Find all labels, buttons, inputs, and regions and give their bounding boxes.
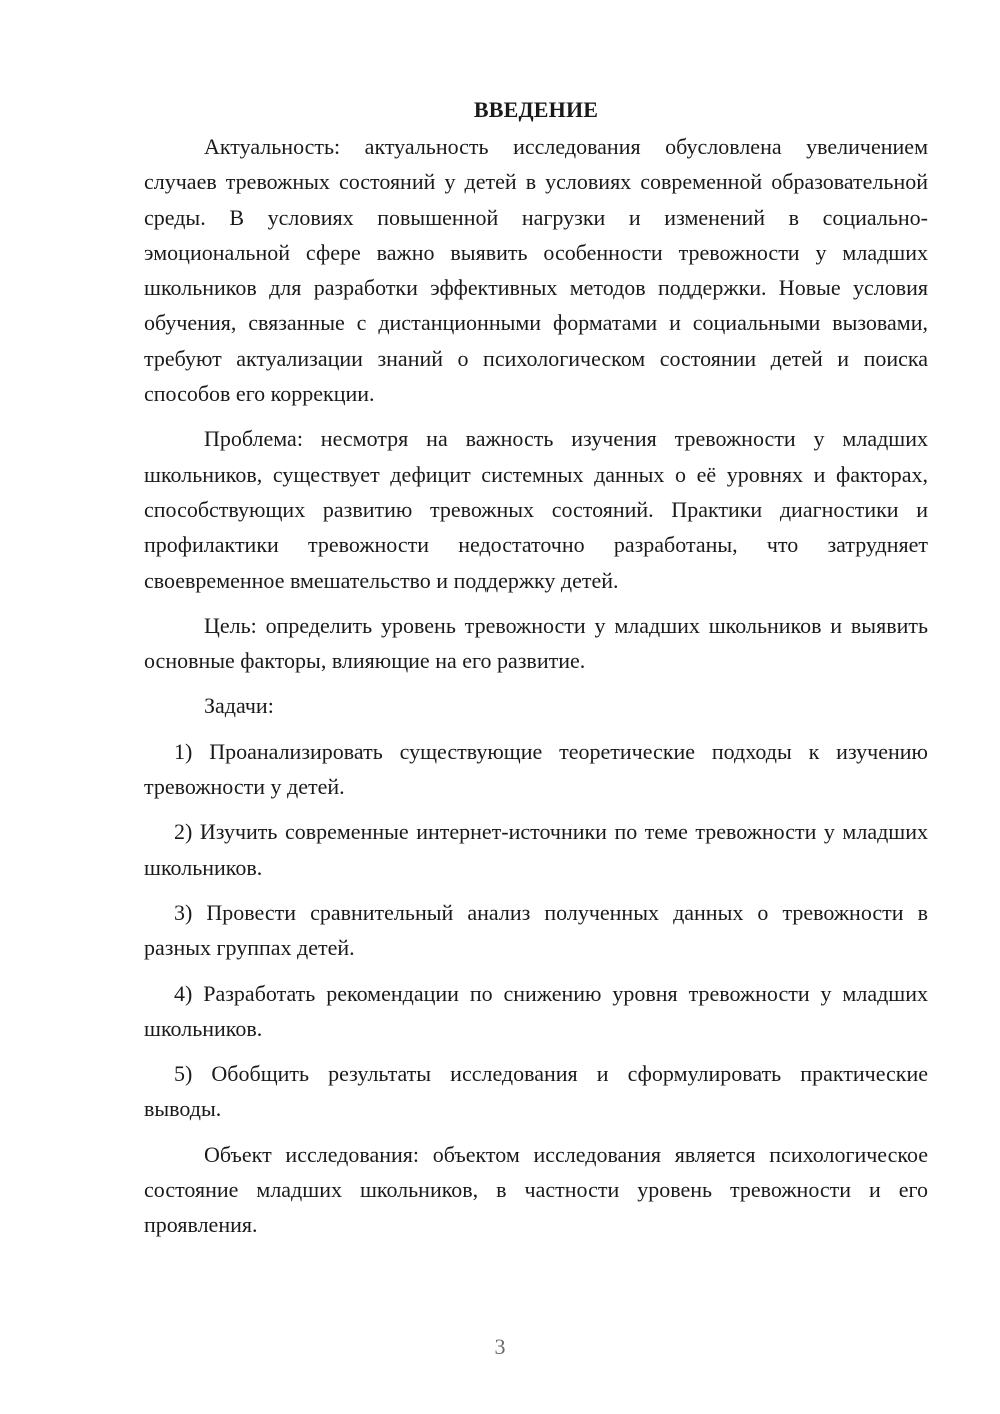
task-item-2: 2) Изучить современные интернет-источники по теме тревожности у младших школьников. [144, 819, 928, 880]
task-item-5: 5) Обобщить результаты исследования и сформулировать практические выводы. [144, 1061, 928, 1122]
paragraph-goal: Цель: определить уровень тревожности у младших школьников и выявить основные факторы, влияющие на его развитие. [144, 612, 928, 674]
page-title: ВВЕДЕНИЕ [473, 97, 599, 122]
task-item-1: 1) Проанализировать существующие теоретические подходы к изучению тревожности у детей. [144, 738, 928, 800]
paragraph-problem: Проблема: несмотря на важность изучения тревожности у младших школьников, существует дефицит системных данных о её уровнях и факторах, способствующих развитию тревожных состояний. Практики диагностики и профилактики тревожности недостаточно разработаны, что затрудняет своевременное вмешательство и поддержку детей. [144, 426, 928, 593]
task-item-3: 3) Провести сравнительный анализ полученных данных о тревожности в разных группах детей. [144, 899, 928, 961]
page-number: 3 [494, 1334, 506, 1359]
task-item-4: 4) Разработать рекомендации по снижению уровня тревожности у младших школьников. [144, 980, 928, 1041]
document-page [144, 92, 928, 1243]
paragraph-tasks-heading: Задачи: [204, 693, 274, 719]
paragraph-research-object: Объект исследования: объектом исследования является психологическое состояние младших школьников, в частности уровень тревожности и его проявления. [144, 1141, 928, 1238]
paragraph-relevance: Актуальность: актуальность исследования обусловлена увеличением случаев тревожных состояний у детей в условиях современной образовательной среды. В условиях повышенной нагрузки и изменений в социально-эмоциональной сфере важно выявить особенности тревожности у младших школьников для разработки эффективных методов поддержки. Новые условия обучения, связанные с дистанционными форматами и социальными вызовами, требуют актуализации знаний о психологическом состоянии детей и поиска способов его коррекции. [144, 134, 928, 407]
